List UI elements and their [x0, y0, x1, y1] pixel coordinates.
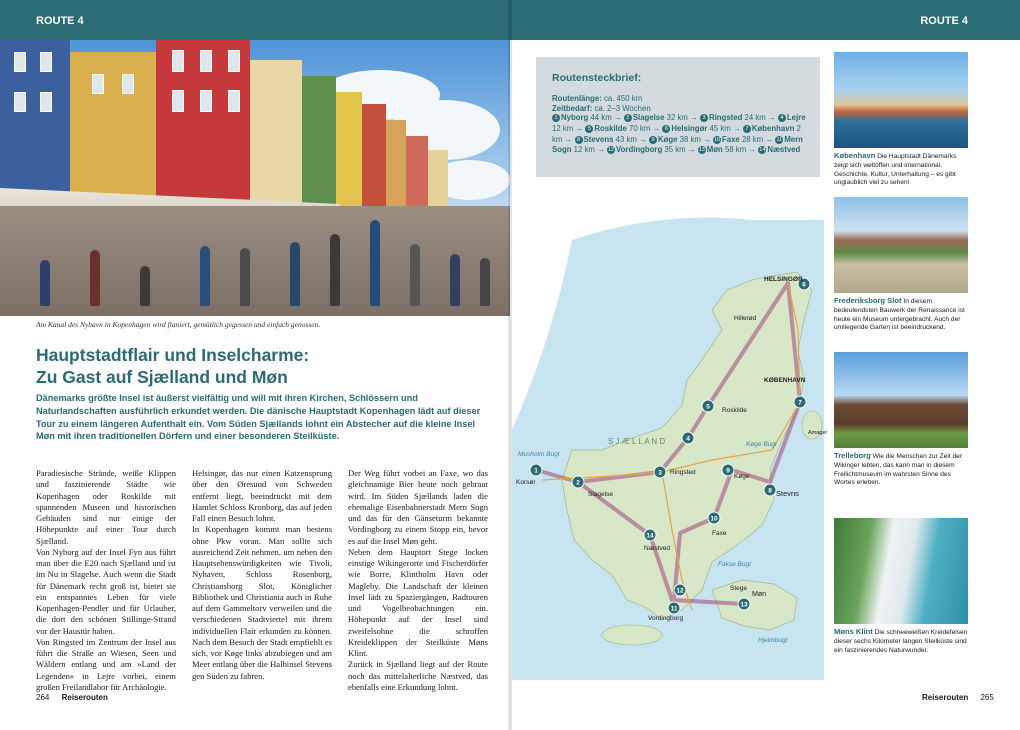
- route-stop-number: 1: [552, 114, 560, 122]
- map-marker-12: [674, 584, 686, 596]
- map-label-ringsted: Ringsted: [670, 469, 696, 476]
- route-stop-name: Ringsted: [709, 113, 743, 122]
- article-lead: Dänemarks größte Insel ist äußerst vielfältig und will mit ihren Kirchen, Schlössern und Naturlandschaften ausführlich erkundet werden. Die dänische Hauptstadt Kopenhagen lädt auf dieser Tour zu einem längeren Aufenthalt ein. Vom Süden Sjællands lohnt ein Abstecher auf die kleine Insel Møn mit ihren traditionellen Dörfern und einer besonderen Steilküste.: [36, 393, 481, 442]
- map-label-vordingborg: Vordingborg: [648, 615, 684, 622]
- map-marker-8: [764, 484, 776, 496]
- sidebar-description: Die schneeweißen Kreidefelsen dieser sechs Kilometer langen Steilküste sind ein faszinierendes Naturwunder.: [834, 629, 968, 654]
- route-map: [512, 180, 828, 680]
- route-stop-distance: 45 km →: [707, 123, 743, 133]
- route-stop-distance: 24 km →: [742, 113, 778, 122]
- svg-text:2: 2: [576, 479, 580, 487]
- sidebar-title: Frederiksborg Slot: [834, 296, 902, 305]
- svg-text:4: 4: [686, 435, 690, 443]
- map-marker-7: [794, 396, 806, 408]
- route-stop: [624, 113, 700, 122]
- article-title: [36, 344, 496, 388]
- route-length-value: ca. 450 km: [603, 94, 643, 103]
- route-stop-number: 7: [743, 125, 751, 133]
- map-label-hillerod: Hillerød: [734, 315, 757, 322]
- route-stop-name: Køge: [657, 134, 678, 144]
- map-label-helsingor: HELSINGØR: [764, 276, 803, 283]
- route-stop: [662, 124, 743, 133]
- map-marker-5: [702, 400, 714, 412]
- route-stop-name: Faxe: [722, 134, 740, 144]
- route-stop-name: Slagelse: [632, 113, 665, 122]
- route-stop: [700, 113, 778, 122]
- map-label-naestved: Næstved: [644, 545, 671, 552]
- map-label-koge: Køge: [734, 473, 750, 480]
- sidebar-text: [834, 297, 968, 333]
- route-stop-number: 6: [662, 125, 670, 133]
- route-stop-distance: 58 km →: [722, 145, 759, 155]
- sidebar-card-kobenhavn: [834, 52, 968, 188]
- title-line-1: Hauptstadtflair und Inselcharme:: [36, 345, 310, 365]
- paragraph: Paradiesische Strände, weiße Klippen und faszinierende Städte wie Kopenhagen oder Roskilde mit spannenden Museen und historischen Gebäuden sind nur einige der Höhepunkte auf einer Tour durch Sjælland.: [36, 468, 176, 546]
- map-marker-2: [572, 476, 584, 488]
- nyhavn-photo: [0, 40, 510, 316]
- svg-text:3: 3: [658, 469, 662, 477]
- route-stop: [698, 145, 759, 154]
- sidebar-description: Die Hauptstadt Dänemarks zeigt sich weltoffen und international. Geschichte, Kultur, Unterhaltung – es gibt unglaublich viel zu sehen!: [834, 153, 957, 187]
- route-stop-distance: 43 km →: [613, 134, 649, 144]
- route-stop-number: 11: [776, 136, 783, 143]
- route-stop-number: 10: [713, 136, 721, 143]
- route-stop-number: 13: [698, 147, 705, 154]
- route-length: [552, 94, 642, 105]
- sidebar-description: In diesem bedeutendsten Bauwerk der Renaissance ist heute ein Museum untergebracht. Auch der umliegende Garten ist beeindruckend.: [834, 298, 965, 332]
- page-number-right: 265: [980, 693, 994, 702]
- header-bar-right: [510, 0, 1020, 40]
- sidebar-text: [834, 628, 968, 655]
- map-label-stevns: Stevns: [776, 489, 799, 498]
- sidebar-card-trelleborg: [834, 352, 968, 488]
- route-stop: [758, 145, 800, 154]
- map-label-stege: Stege: [730, 585, 747, 592]
- footer-right: [922, 693, 994, 702]
- svg-text:1: 1: [534, 467, 538, 475]
- route-stop-number: 14: [759, 147, 766, 154]
- footer-left: [36, 693, 108, 702]
- route-stop-distance: 44 km →: [588, 113, 624, 122]
- route-stop-distance: 12 km →: [552, 123, 586, 133]
- map-label-amager: Amager: [808, 430, 828, 436]
- map-marker-14: [644, 529, 656, 541]
- svg-text:14: 14: [646, 532, 654, 540]
- route-stop-name: Stevens: [583, 134, 614, 144]
- paragraph: Zurück in Sjælland liegt auf der Route noch das mittelalterliche Næstved, das ebenfalls eine Erkundung lohnt.: [348, 659, 488, 692]
- route-stop-distance: 32 km →: [664, 113, 700, 122]
- map-label-kobenhavn: KØBENHAVN: [764, 377, 806, 384]
- header-bar-left: [0, 0, 510, 40]
- sidebar-title: København: [834, 151, 876, 160]
- paragraph: Helsingør, das nur einen Katzensprung über den Øresund von Schweden entfernt liegt, beeindruckt mit dem Hamlet Schloss Kronborg, das auf jeden Fall einen Besuch lohnt.: [192, 468, 332, 523]
- route-stop-name: Lejre: [786, 113, 806, 122]
- route-stop: [552, 113, 624, 122]
- map-label-fakse-bugt: Fakse Bugt: [718, 561, 751, 568]
- sidebar-text: [834, 152, 968, 188]
- route-stop-number: 9: [649, 136, 657, 144]
- mons-klint-photo: [834, 518, 968, 624]
- sidebar-text: [834, 452, 968, 488]
- body-column-1: [36, 468, 176, 693]
- map-label-roskilde: Roskilde: [722, 407, 747, 414]
- route-stop-number: 2: [624, 114, 632, 122]
- section-label-left: Reiserouten: [61, 693, 108, 702]
- route-stop-distance: 12 km →: [571, 145, 608, 155]
- route-stop-name: Roskilde: [594, 123, 627, 133]
- paragraph: Neben dem Hauptort Stege locken einstige Wikingerorte und Fischerdörfer wie Borre, Klintholm Havn oder Magleby. Die Landschaft der kleinen Insel lädt zu Spaziergängen, Radtouren und Vogelbeobachtungen ein. Höhepunkt auf der Insel sind zweifelsohne die schroffen Kreideklippen der Steilküste Møns Klint.: [348, 546, 488, 658]
- svg-text:9: 9: [726, 467, 730, 475]
- route-stop-name: Vordingborg: [616, 145, 663, 155]
- page-number-left: 264: [36, 693, 50, 702]
- map-marker-9: [722, 464, 734, 476]
- sidebar-card-frederiksborg: [834, 197, 968, 333]
- photo-caption: Am Kanal des Nyhavn in Kopenhagen wird flaniert, gemütlich gegessen und einfach genossen.: [36, 320, 321, 329]
- svg-text:6: 6: [802, 281, 806, 289]
- route-stop: [575, 135, 649, 144]
- map-island-small: [602, 625, 662, 645]
- route-label-left: ROUTE 4: [36, 15, 84, 27]
- route-stop-number: 4: [778, 114, 786, 122]
- svg-text:12: 12: [676, 587, 684, 595]
- route-stop-name: Møn: [706, 145, 723, 155]
- route-stop-number: 12: [607, 147, 615, 154]
- map-label-faxe: Faxe: [712, 530, 727, 537]
- sidebar-description: Wie die Menschen zur Zeit der Wikinger lebten, das kann man in diesem Freilichtmuseum im wahrsten Sinne des Wortes erleben.: [834, 453, 962, 487]
- trelleborg-photo: [834, 352, 968, 448]
- route-brief-box: [536, 57, 820, 177]
- route-stop-distance: 28 km →: [739, 134, 776, 144]
- svg-text:7: 7: [798, 399, 802, 407]
- route-length-label: Routenlänge:: [552, 94, 602, 103]
- route-stop-name: Helsingør: [671, 123, 708, 133]
- body-column-2: [192, 468, 332, 682]
- sidebar-card-mons-klint: [834, 518, 968, 655]
- paragraph: Von Nyborg auf der Insel Fyn aus führt man über die E20 nach Sjælland und ist im Nu in Slagelse. Auch wenn die Stadt für Dänemark recht groß ist, bietet sie ein entspanntes Leben für viele Kopenhagen-Pendler und für Urlauber, die dort den schönen Stillinge-Strand vor der Haustür haben.: [36, 546, 176, 636]
- route-stop-distance: 38 km →: [677, 134, 713, 144]
- svg-text:11: 11: [670, 605, 678, 613]
- sidebar-title: Trelleborg: [834, 451, 871, 460]
- map-marker-4: [682, 432, 694, 444]
- route-stop-number: 5: [585, 125, 593, 133]
- map-label-korsor: Korsør: [516, 479, 536, 486]
- route-stop-name: København: [751, 123, 795, 133]
- kobenhavn-photo: [834, 52, 968, 148]
- frederiksborg-photo: [834, 197, 968, 293]
- map-label-musholm: Musholm Bugt: [518, 451, 560, 458]
- route-stop: [713, 135, 775, 144]
- route-stop-name: Næstved: [767, 145, 801, 155]
- map-label-hjelm-bugt: Hjelmbugt: [758, 637, 788, 644]
- brief-title: Routensteckbrief:: [552, 72, 642, 84]
- svg-text:10: 10: [710, 515, 718, 523]
- route-stop: [649, 135, 713, 144]
- map-marker-10: [708, 512, 720, 524]
- route-stop-distance: 35 km →: [662, 145, 698, 155]
- map-label-sjaelland: S J Æ L L A N D: [608, 437, 666, 446]
- route-stop-distance: 70 km →: [626, 123, 663, 133]
- svg-text:13: 13: [740, 601, 748, 609]
- map-label-mon: Møn: [752, 591, 766, 598]
- svg-text:8: 8: [768, 487, 772, 495]
- route-stop: [607, 145, 698, 154]
- map-marker-11: [668, 602, 680, 614]
- route-label-right: ROUTE 4: [920, 15, 968, 27]
- route-stop: [585, 124, 662, 133]
- route-time-value: ca. 2–3 Wochen: [594, 104, 651, 113]
- body-column-3: [348, 468, 488, 693]
- map-marker-1: [530, 464, 542, 476]
- route-stop-number: 8: [575, 136, 583, 144]
- title-line-2: Zu Gast auf Sjælland und Møn: [36, 367, 288, 387]
- sidebar-title: Møns Klint: [834, 627, 873, 636]
- route-stop-name: Mern Sogn: [552, 134, 803, 155]
- section-label-right: Reiserouten: [922, 693, 969, 702]
- map-marker-13: [738, 598, 750, 610]
- svg-text:5: 5: [706, 403, 710, 411]
- paragraph: In Kopenhagen kommt man bestens ohne Pkw voran. Man sollte sich ausreichend Zeit nehmen, um neben den Hauptsehenswürdigkeiten wie Tivoli, Nyhaven, Schloss Rosenborg, Christiansborg Slot, Königlicher Bibliothek und Christiania auch in Ruhe auf dem Gammeltorv verweilen und die verschiedenen Stadtviertel mit ihrem individuellen Flair erkunden zu können. Nach dem Besuch der Stadt empfiehlt es sich, vor Køge links abzubiegen und am Meer entlang über die Halbinsel Stevens gen Süden zu fahren.: [192, 524, 332, 681]
- map-label-slagelse: Slagelse: [588, 491, 613, 498]
- route-time-label: Zeitbedarf:: [552, 104, 593, 113]
- route-stop-list: [552, 113, 808, 156]
- route-stop-name: Nyborg: [561, 113, 589, 122]
- map-label-koge-bugt: Køge Bugt: [746, 441, 777, 448]
- route-stop-distance: 2 km →: [552, 123, 801, 144]
- map-marker-3: [654, 466, 666, 478]
- paragraph: Von Ringsted im Zentrum der Insel aus führt die Straße an Wiesen, Seen und Wäldern entlang und am »Land der Legenden« in Lejre vorbei, einem großen Freilandlabor für Archäologie.: [36, 636, 176, 692]
- paragraph: Der Weg führt vorbei an Faxe, wo das gleichnamige Bier heute noch gebraut wird. Im Süden Sjællands laden die ehemalige Eisenbahnerstadt Mern Sogn und das für den Gänseturm bekannte Vordingborg zu einem Stopp ein, bevor es auf die Insel Møn geht.: [348, 468, 488, 546]
- route-stop-number: 3: [700, 114, 708, 122]
